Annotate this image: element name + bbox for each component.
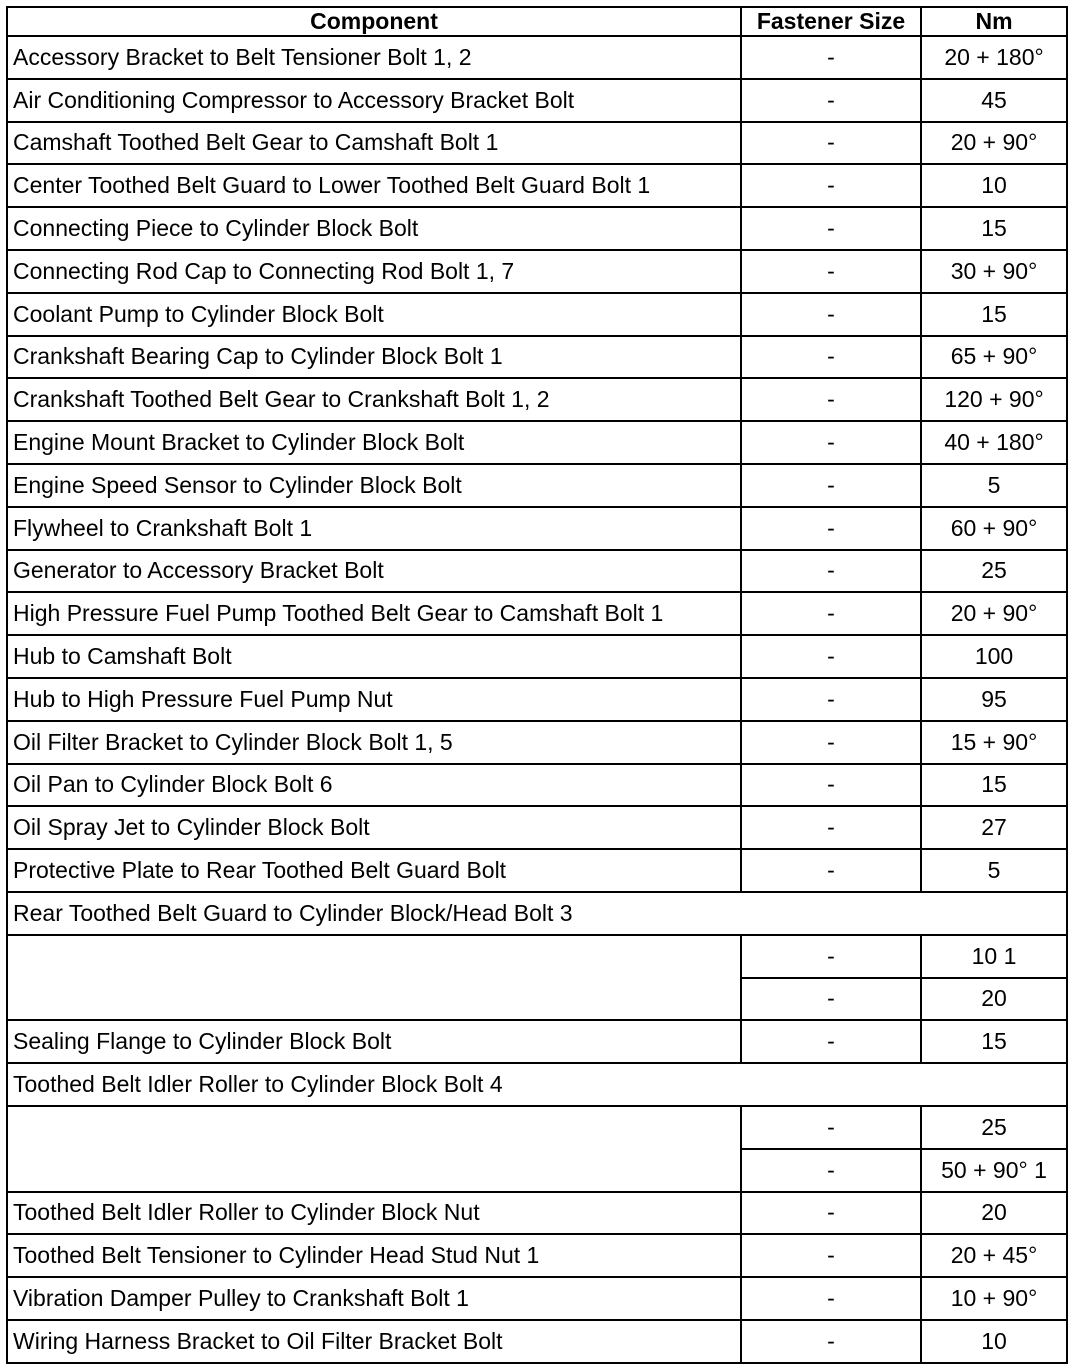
nm-cell: 20 + 180° [921, 36, 1067, 79]
fastener-size-cell: - [741, 764, 921, 807]
component-cell: Hub to Camshaft Bolt [7, 635, 741, 678]
nm-cell: 10 [921, 164, 1067, 207]
component-cell: Engine Mount Bracket to Cylinder Block Bolt [7, 421, 741, 464]
nm-cell: 30 + 90° [921, 250, 1067, 293]
fastener-size-cell: - [741, 1020, 921, 1063]
fastener-size-cell: - [741, 806, 921, 849]
table-row [7, 721, 1067, 764]
component-cell: High Pressure Fuel Pump Toothed Belt Gear to Camshaft Bolt 1 [7, 592, 741, 635]
table-row [7, 1106, 1067, 1149]
nm-cell: 20 + 90° [921, 592, 1067, 635]
fastener-size-cell: - [741, 678, 921, 721]
component-cell: Engine Speed Sensor to Cylinder Block Bolt [7, 464, 741, 507]
nm-cell: 27 [921, 806, 1067, 849]
table-row [7, 421, 1067, 464]
fastener-size-cell: - [741, 122, 921, 165]
component-cell: Flywheel to Crankshaft Bolt 1 [7, 507, 741, 550]
component-cell: Crankshaft Toothed Belt Gear to Crankshaft Bolt 1, 2 [7, 378, 741, 421]
torque-spec-table [6, 6, 1068, 1364]
fastener-size-cell: - [741, 1234, 921, 1277]
component-cell: Oil Spray Jet to Cylinder Block Bolt [7, 806, 741, 849]
fastener-size-cell: - [741, 79, 921, 122]
fastener-size-cell: - [741, 378, 921, 421]
table-body [7, 36, 1067, 1363]
section-row [7, 892, 1067, 935]
component-cell: Toothed Belt Tensioner to Cylinder Head Stud Nut 1 [7, 1234, 741, 1277]
nm-cell: 20 + 90° [921, 122, 1067, 165]
component-cell: Crankshaft Bearing Cap to Cylinder Block Bolt 1 [7, 336, 741, 379]
component-cell: Oil Filter Bracket to Cylinder Block Bolt 1, 5 [7, 721, 741, 764]
component-cell: Wiring Harness Bracket to Oil Filter Bracket Bolt [7, 1320, 741, 1363]
header-component: Component [7, 7, 741, 36]
table-row [7, 336, 1067, 379]
nm-cell: 20 [921, 978, 1067, 1021]
fastener-size-cell: - [741, 1277, 921, 1320]
nm-cell: 120 + 90° [921, 378, 1067, 421]
section-row [7, 1063, 1067, 1106]
nm-cell: 50 + 90° 1 [921, 1149, 1067, 1192]
component-cell: Connecting Rod Cap to Connecting Rod Bolt 1, 7 [7, 250, 741, 293]
table-row [7, 207, 1067, 250]
nm-cell: 15 [921, 207, 1067, 250]
component-cell: Protective Plate to Rear Toothed Belt Guard Bolt [7, 849, 741, 892]
fastener-size-cell: - [741, 250, 921, 293]
table-row [7, 122, 1067, 165]
fastener-size-cell: - [741, 849, 921, 892]
table-row [7, 293, 1067, 336]
component-cell: Vibration Damper Pulley to Crankshaft Bolt 1 [7, 1277, 741, 1320]
component-cell: Connecting Piece to Cylinder Block Bolt [7, 207, 741, 250]
table-row [7, 806, 1067, 849]
fastener-size-cell: - [741, 507, 921, 550]
component-cell: Oil Pan to Cylinder Block Bolt 6 [7, 764, 741, 807]
nm-cell: 15 [921, 293, 1067, 336]
fastener-size-cell: - [741, 1149, 921, 1192]
fastener-size-cell: - [741, 164, 921, 207]
nm-cell: 25 [921, 1106, 1067, 1149]
component-cell: Sealing Flange to Cylinder Block Bolt [7, 1020, 741, 1063]
table-row [7, 378, 1067, 421]
nm-cell: 5 [921, 464, 1067, 507]
table-row [7, 635, 1067, 678]
table-row [7, 935, 1067, 978]
nm-cell: 15 + 90° [921, 721, 1067, 764]
nm-cell: 25 [921, 550, 1067, 593]
table-row [7, 79, 1067, 122]
fastener-size-cell: - [741, 421, 921, 464]
nm-cell: 20 + 45° [921, 1234, 1067, 1277]
table-row [7, 164, 1067, 207]
fastener-size-cell: - [741, 1106, 921, 1149]
table-row [7, 592, 1067, 635]
table-row [7, 464, 1067, 507]
component-cell: Accessory Bracket to Belt Tensioner Bolt 1, 2 [7, 36, 741, 79]
fastener-size-cell: - [741, 293, 921, 336]
fastener-size-cell: - [741, 935, 921, 978]
nm-cell: 60 + 90° [921, 507, 1067, 550]
nm-cell: 15 [921, 1020, 1067, 1063]
component-cell: Toothed Belt Idler Roller to Cylinder Block Bolt 4 [7, 1063, 1067, 1106]
component-cell: Toothed Belt Idler Roller to Cylinder Block Nut [7, 1192, 741, 1235]
table-row [7, 507, 1067, 550]
nm-cell: 10 [921, 1320, 1067, 1363]
nm-cell: 40 + 180° [921, 421, 1067, 464]
nm-cell: 20 [921, 1192, 1067, 1235]
component-cell: Center Toothed Belt Guard to Lower Toothed Belt Guard Bolt 1 [7, 164, 741, 207]
table-row [7, 36, 1067, 79]
fastener-size-cell: - [741, 550, 921, 593]
component-cell: Coolant Pump to Cylinder Block Bolt [7, 293, 741, 336]
table-row [7, 250, 1067, 293]
component-cell: Hub to High Pressure Fuel Pump Nut [7, 678, 741, 721]
table-row [7, 1320, 1067, 1363]
table-row [7, 1020, 1067, 1063]
header-fastener-size: Fastener Size [741, 7, 921, 36]
nm-cell: 45 [921, 79, 1067, 122]
header-nm: Nm [921, 7, 1067, 36]
nm-cell: 15 [921, 764, 1067, 807]
table-row [7, 678, 1067, 721]
fastener-size-cell: - [741, 635, 921, 678]
fastener-size-cell: - [741, 336, 921, 379]
component-cell: Air Conditioning Compressor to Accessory Bracket Bolt [7, 79, 741, 122]
component-cell: Camshaft Toothed Belt Gear to Camshaft Bolt 1 [7, 122, 741, 165]
nm-cell: 10 + 90° [921, 1277, 1067, 1320]
fastener-size-cell: - [741, 721, 921, 764]
fastener-size-cell: - [741, 36, 921, 79]
fastener-size-cell: - [741, 592, 921, 635]
table-row [7, 1192, 1067, 1235]
fastener-size-cell: - [741, 1320, 921, 1363]
component-cell-empty [7, 935, 741, 1021]
header-row [7, 7, 1067, 36]
table-row [7, 849, 1067, 892]
fastener-size-cell: - [741, 1192, 921, 1235]
component-cell: Rear Toothed Belt Guard to Cylinder Block/Head Bolt 3 [7, 892, 1067, 935]
table-row [7, 1234, 1067, 1277]
component-cell-empty [7, 1106, 741, 1192]
nm-cell: 65 + 90° [921, 336, 1067, 379]
table-row [7, 764, 1067, 807]
table-row [7, 1277, 1067, 1320]
nm-cell: 10 1 [921, 935, 1067, 978]
fastener-size-cell: - [741, 978, 921, 1021]
fastener-size-cell: - [741, 207, 921, 250]
table-row [7, 550, 1067, 593]
nm-cell: 5 [921, 849, 1067, 892]
fastener-size-cell: - [741, 464, 921, 507]
nm-cell: 100 [921, 635, 1067, 678]
nm-cell: 95 [921, 678, 1067, 721]
component-cell: Generator to Accessory Bracket Bolt [7, 550, 741, 593]
